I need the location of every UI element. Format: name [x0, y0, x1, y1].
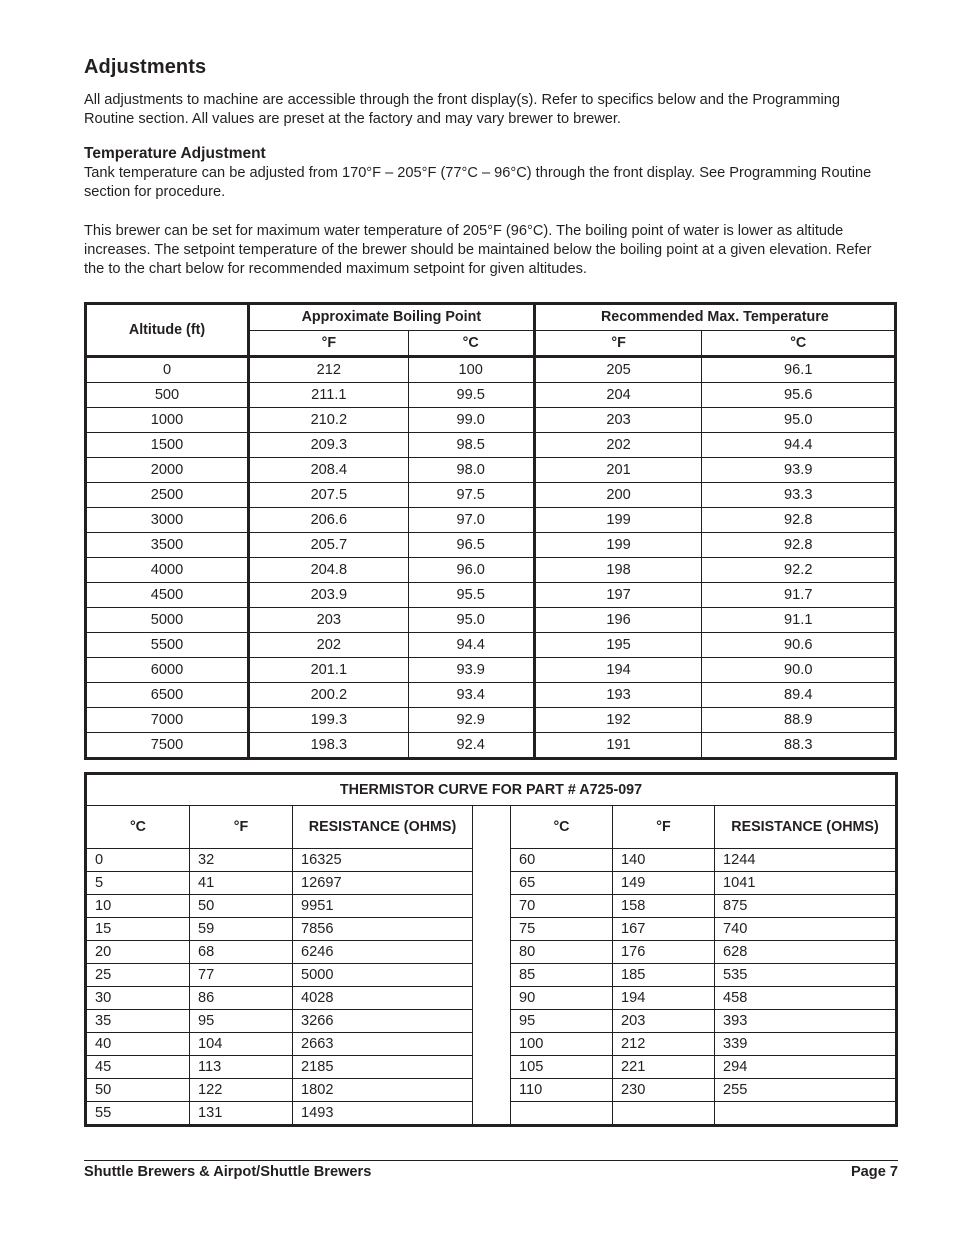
temperature-adjustment-text: Tank temperature can be adjusted from 170°F – 205°F (77°C – 96°C) through the front display. See Programming Routine section for procedure. — [84, 165, 872, 200]
table-cell: 255 — [715, 1079, 897, 1102]
right-resistance-header: RESISTANCE (OHMS) — [715, 806, 897, 849]
table-row — [86, 872, 897, 895]
table-cell: 95.6 — [702, 383, 896, 408]
table-cell: 90.6 — [702, 633, 896, 658]
table-cell: 92.2 — [702, 558, 896, 583]
table-cell: 194 — [534, 658, 702, 683]
table-cell: 1244 — [715, 849, 897, 872]
table-cell: 6246 — [293, 941, 473, 964]
table-cell: 140 — [613, 849, 715, 872]
table-gap — [473, 1010, 511, 1033]
table-cell: 45 — [86, 1056, 190, 1079]
table-cell: 15 — [86, 918, 190, 941]
table-cell — [613, 1102, 715, 1126]
table-cell: 90 — [511, 987, 613, 1010]
table-row — [86, 383, 896, 408]
table-cell: 86 — [190, 987, 293, 1010]
table-cell: 50 — [190, 895, 293, 918]
table-cell: 205.7 — [249, 533, 409, 558]
table-cell: 500 — [86, 383, 249, 408]
table-row — [86, 1056, 897, 1079]
table-cell: 7500 — [86, 733, 249, 759]
table-row — [86, 357, 896, 383]
table-row — [86, 483, 896, 508]
table-cell: 55 — [86, 1102, 190, 1126]
footer-title: Shuttle Brewers & Airpot/Shuttle Brewers — [84, 1164, 372, 1180]
table-cell: 92.8 — [702, 533, 896, 558]
table-cell: 93.9 — [408, 658, 534, 683]
table-cell: 5500 — [86, 633, 249, 658]
table-cell: 96.0 — [408, 558, 534, 583]
table-cell: 41 — [190, 872, 293, 895]
table-row — [86, 608, 896, 633]
recommended-max-group-header: Recommended Max. Temperature — [534, 304, 895, 331]
table-cell — [511, 1102, 613, 1126]
table-cell: 1802 — [293, 1079, 473, 1102]
table-cell: 93.3 — [702, 483, 896, 508]
table-gap — [473, 1079, 511, 1102]
table-cell: 1500 — [86, 433, 249, 458]
table-cell: 96.1 — [702, 357, 896, 383]
table-row — [86, 658, 896, 683]
table-cell: 167 — [613, 918, 715, 941]
table-cell: 12697 — [293, 872, 473, 895]
table-cell: 68 — [190, 941, 293, 964]
table-gap — [473, 1033, 511, 1056]
table-cell: 89.4 — [702, 683, 896, 708]
table-cell: 195 — [534, 633, 702, 658]
right-f-header: °F — [613, 806, 715, 849]
table-gap — [473, 1056, 511, 1079]
table-cell: 92.8 — [702, 508, 896, 533]
table-cell: 20 — [86, 941, 190, 964]
table-row — [86, 1102, 897, 1126]
table-cell: 16325 — [293, 849, 473, 872]
table-cell: 458 — [715, 987, 897, 1010]
table-cell: 5 — [86, 872, 190, 895]
table-cell: 5000 — [293, 964, 473, 987]
table-cell: 201.1 — [249, 658, 409, 683]
table-cell: 30 — [86, 987, 190, 1010]
table-cell: 204.8 — [249, 558, 409, 583]
temperature-adjustment-heading: Temperature Adjustment — [84, 145, 266, 162]
table-row — [86, 987, 897, 1010]
table-cell: 95.5 — [408, 583, 534, 608]
table-cell: 200.2 — [249, 683, 409, 708]
table-cell: 93.9 — [702, 458, 896, 483]
table-cell: 77 — [190, 964, 293, 987]
table-cell: 100 — [511, 1033, 613, 1056]
table-cell: 96.5 — [408, 533, 534, 558]
table-cell: 75 — [511, 918, 613, 941]
table-cell: 206.6 — [249, 508, 409, 533]
right-c-header: °C — [511, 806, 613, 849]
table-cell: 98.5 — [408, 433, 534, 458]
table-cell: 210.2 — [249, 408, 409, 433]
table-cell: 105 — [511, 1056, 613, 1079]
table-row — [86, 533, 896, 558]
table-cell: 212 — [249, 357, 409, 383]
recommended-c-header: °C — [702, 330, 896, 357]
table-cell: 194 — [613, 987, 715, 1010]
table-gap — [473, 849, 511, 872]
table-cell: 4028 — [293, 987, 473, 1010]
table-cell: 176 — [613, 941, 715, 964]
table-cell: 113 — [190, 1056, 293, 1079]
table-cell: 94.4 — [408, 633, 534, 658]
table-cell: 393 — [715, 1010, 897, 1033]
table-row — [86, 733, 896, 759]
table-row — [86, 458, 896, 483]
table-gap — [473, 1102, 511, 1126]
table-cell: 95 — [190, 1010, 293, 1033]
table-cell: 131 — [190, 1102, 293, 1126]
table-cell: 196 — [534, 608, 702, 633]
table-cell: 208.4 — [249, 458, 409, 483]
thermistor-table-title: THERMISTOR CURVE FOR PART # A725-097 — [86, 774, 897, 806]
table-cell: 91.7 — [702, 583, 896, 608]
table-cell: 3266 — [293, 1010, 473, 1033]
table-cell: 339 — [715, 1033, 897, 1056]
table-cell: 201 — [534, 458, 702, 483]
table-row — [86, 941, 897, 964]
table-cell: 209.3 — [249, 433, 409, 458]
table-cell: 204 — [534, 383, 702, 408]
table-cell: 535 — [715, 964, 897, 987]
table-cell: 628 — [715, 941, 897, 964]
table-cell: 35 — [86, 1010, 190, 1033]
table-row — [86, 558, 896, 583]
table-cell: 65 — [511, 872, 613, 895]
table-cell: 158 — [613, 895, 715, 918]
table-cell: 85 — [511, 964, 613, 987]
table-cell: 1493 — [293, 1102, 473, 1126]
table-cell: 203.9 — [249, 583, 409, 608]
table-cell: 90.0 — [702, 658, 896, 683]
table-cell: 1041 — [715, 872, 897, 895]
table-cell: 193 — [534, 683, 702, 708]
boiling-c-header: °C — [408, 330, 534, 357]
table-cell: 1000 — [86, 408, 249, 433]
table-gap — [473, 895, 511, 918]
altitude-temperature-table — [84, 302, 897, 760]
table-cell: 88.3 — [702, 733, 896, 759]
table-cell: 211.1 — [249, 383, 409, 408]
recommended-f-header: °F — [534, 330, 702, 357]
table-cell: 294 — [715, 1056, 897, 1079]
boiling-f-header: °F — [249, 330, 409, 357]
table-cell: 99.5 — [408, 383, 534, 408]
table-cell: 7000 — [86, 708, 249, 733]
table-cell: 2500 — [86, 483, 249, 508]
table-cell: 198 — [534, 558, 702, 583]
table-cell: 203 — [249, 608, 409, 633]
table-cell: 4000 — [86, 558, 249, 583]
table-cell: 3500 — [86, 533, 249, 558]
table-cell: 60 — [511, 849, 613, 872]
table-cell: 199.3 — [249, 708, 409, 733]
table-cell: 875 — [715, 895, 897, 918]
table-cell: 92.9 — [408, 708, 534, 733]
table-cell: 100 — [408, 357, 534, 383]
table-cell: 88.9 — [702, 708, 896, 733]
table-row — [86, 1033, 897, 1056]
table-row — [86, 849, 897, 872]
table-cell: 95.0 — [408, 608, 534, 633]
table-cell: 197 — [534, 583, 702, 608]
table-cell: 203 — [534, 408, 702, 433]
table-cell: 59 — [190, 918, 293, 941]
altitude-explanation-text: This brewer can be set for maximum water temperature of 205°F (96°C). The boiling point of water is lower as altitude increases. The setpoint temperature of the brewer should be maintained below the boiling point at a given elevation. Refer the to the chart below for recommended maximum setpoint for given altitudes. — [84, 223, 872, 277]
table-cell: 104 — [190, 1033, 293, 1056]
table-cell: 97.0 — [408, 508, 534, 533]
table-row — [86, 433, 896, 458]
table-row — [86, 508, 896, 533]
table-cell: 6000 — [86, 658, 249, 683]
table-cell: 202 — [534, 433, 702, 458]
table-cell: 0 — [86, 357, 249, 383]
table-row — [86, 895, 897, 918]
table-cell — [715, 1102, 897, 1126]
table-cell: 198.3 — [249, 733, 409, 759]
page-heading: Adjustments — [84, 56, 207, 78]
table-row — [86, 708, 896, 733]
table-cell: 40 — [86, 1033, 190, 1056]
table-cell: 2663 — [293, 1033, 473, 1056]
table-gap — [473, 987, 511, 1010]
table-cell: 207.5 — [249, 483, 409, 508]
table-cell: 98.0 — [408, 458, 534, 483]
table-cell: 95.0 — [702, 408, 896, 433]
table-row — [86, 633, 896, 658]
table-cell: 199 — [534, 508, 702, 533]
table-cell: 4500 — [86, 583, 249, 608]
table-cell: 212 — [613, 1033, 715, 1056]
table-cell: 200 — [534, 483, 702, 508]
table-cell: 0 — [86, 849, 190, 872]
table-cell: 149 — [613, 872, 715, 895]
table-cell: 202 — [249, 633, 409, 658]
thermistor-curve-table — [84, 772, 898, 1127]
table-cell: 99.0 — [408, 408, 534, 433]
table-cell: 91.1 — [702, 608, 896, 633]
table-cell: 5000 — [86, 608, 249, 633]
table-cell: 80 — [511, 941, 613, 964]
table-cell: 6500 — [86, 683, 249, 708]
boiling-point-group-header: Approximate Boiling Point — [249, 304, 535, 331]
table-cell: 9951 — [293, 895, 473, 918]
table-cell: 122 — [190, 1079, 293, 1102]
table-cell: 50 — [86, 1079, 190, 1102]
table-cell: 25 — [86, 964, 190, 987]
table-cell: 205 — [534, 357, 702, 383]
intro-paragraph: All adjustments to machine are accessible through the front display(s). Refer to specifics below and the Programming Routine section. All values are preset at the factory and may vary brewer to brewer. — [84, 92, 840, 127]
table-row — [86, 1010, 897, 1033]
table-cell: 7856 — [293, 918, 473, 941]
table-cell: 32 — [190, 849, 293, 872]
table-row — [86, 408, 896, 433]
altitude-column-header: Altitude (ft) — [86, 304, 249, 357]
table-gap — [473, 918, 511, 941]
table-gap — [473, 806, 511, 849]
table-cell: 94.4 — [702, 433, 896, 458]
table-gap — [473, 872, 511, 895]
table-cell: 2185 — [293, 1056, 473, 1079]
left-c-header: °C — [86, 806, 190, 849]
table-cell: 185 — [613, 964, 715, 987]
table-row — [86, 964, 897, 987]
table-cell: 199 — [534, 533, 702, 558]
table-gap — [473, 941, 511, 964]
table-cell: 70 — [511, 895, 613, 918]
table-cell: 97.5 — [408, 483, 534, 508]
left-f-header: °F — [190, 806, 293, 849]
table-cell: 221 — [613, 1056, 715, 1079]
table-cell: 93.4 — [408, 683, 534, 708]
table-row — [86, 683, 896, 708]
table-cell: 191 — [534, 733, 702, 759]
table-cell: 740 — [715, 918, 897, 941]
table-gap — [473, 964, 511, 987]
table-row — [86, 583, 896, 608]
footer-divider — [84, 1160, 898, 1161]
left-resistance-header: RESISTANCE (OHMS) — [293, 806, 473, 849]
table-cell: 10 — [86, 895, 190, 918]
table-row — [86, 918, 897, 941]
table-cell: 3000 — [86, 508, 249, 533]
table-cell: 203 — [613, 1010, 715, 1033]
page-number: Page 7 — [850, 1164, 898, 1180]
table-cell: 192 — [534, 708, 702, 733]
table-cell: 2000 — [86, 458, 249, 483]
table-cell: 92.4 — [408, 733, 534, 759]
table-cell: 230 — [613, 1079, 715, 1102]
table-cell: 95 — [511, 1010, 613, 1033]
table-row — [86, 1079, 897, 1102]
table-cell: 110 — [511, 1079, 613, 1102]
